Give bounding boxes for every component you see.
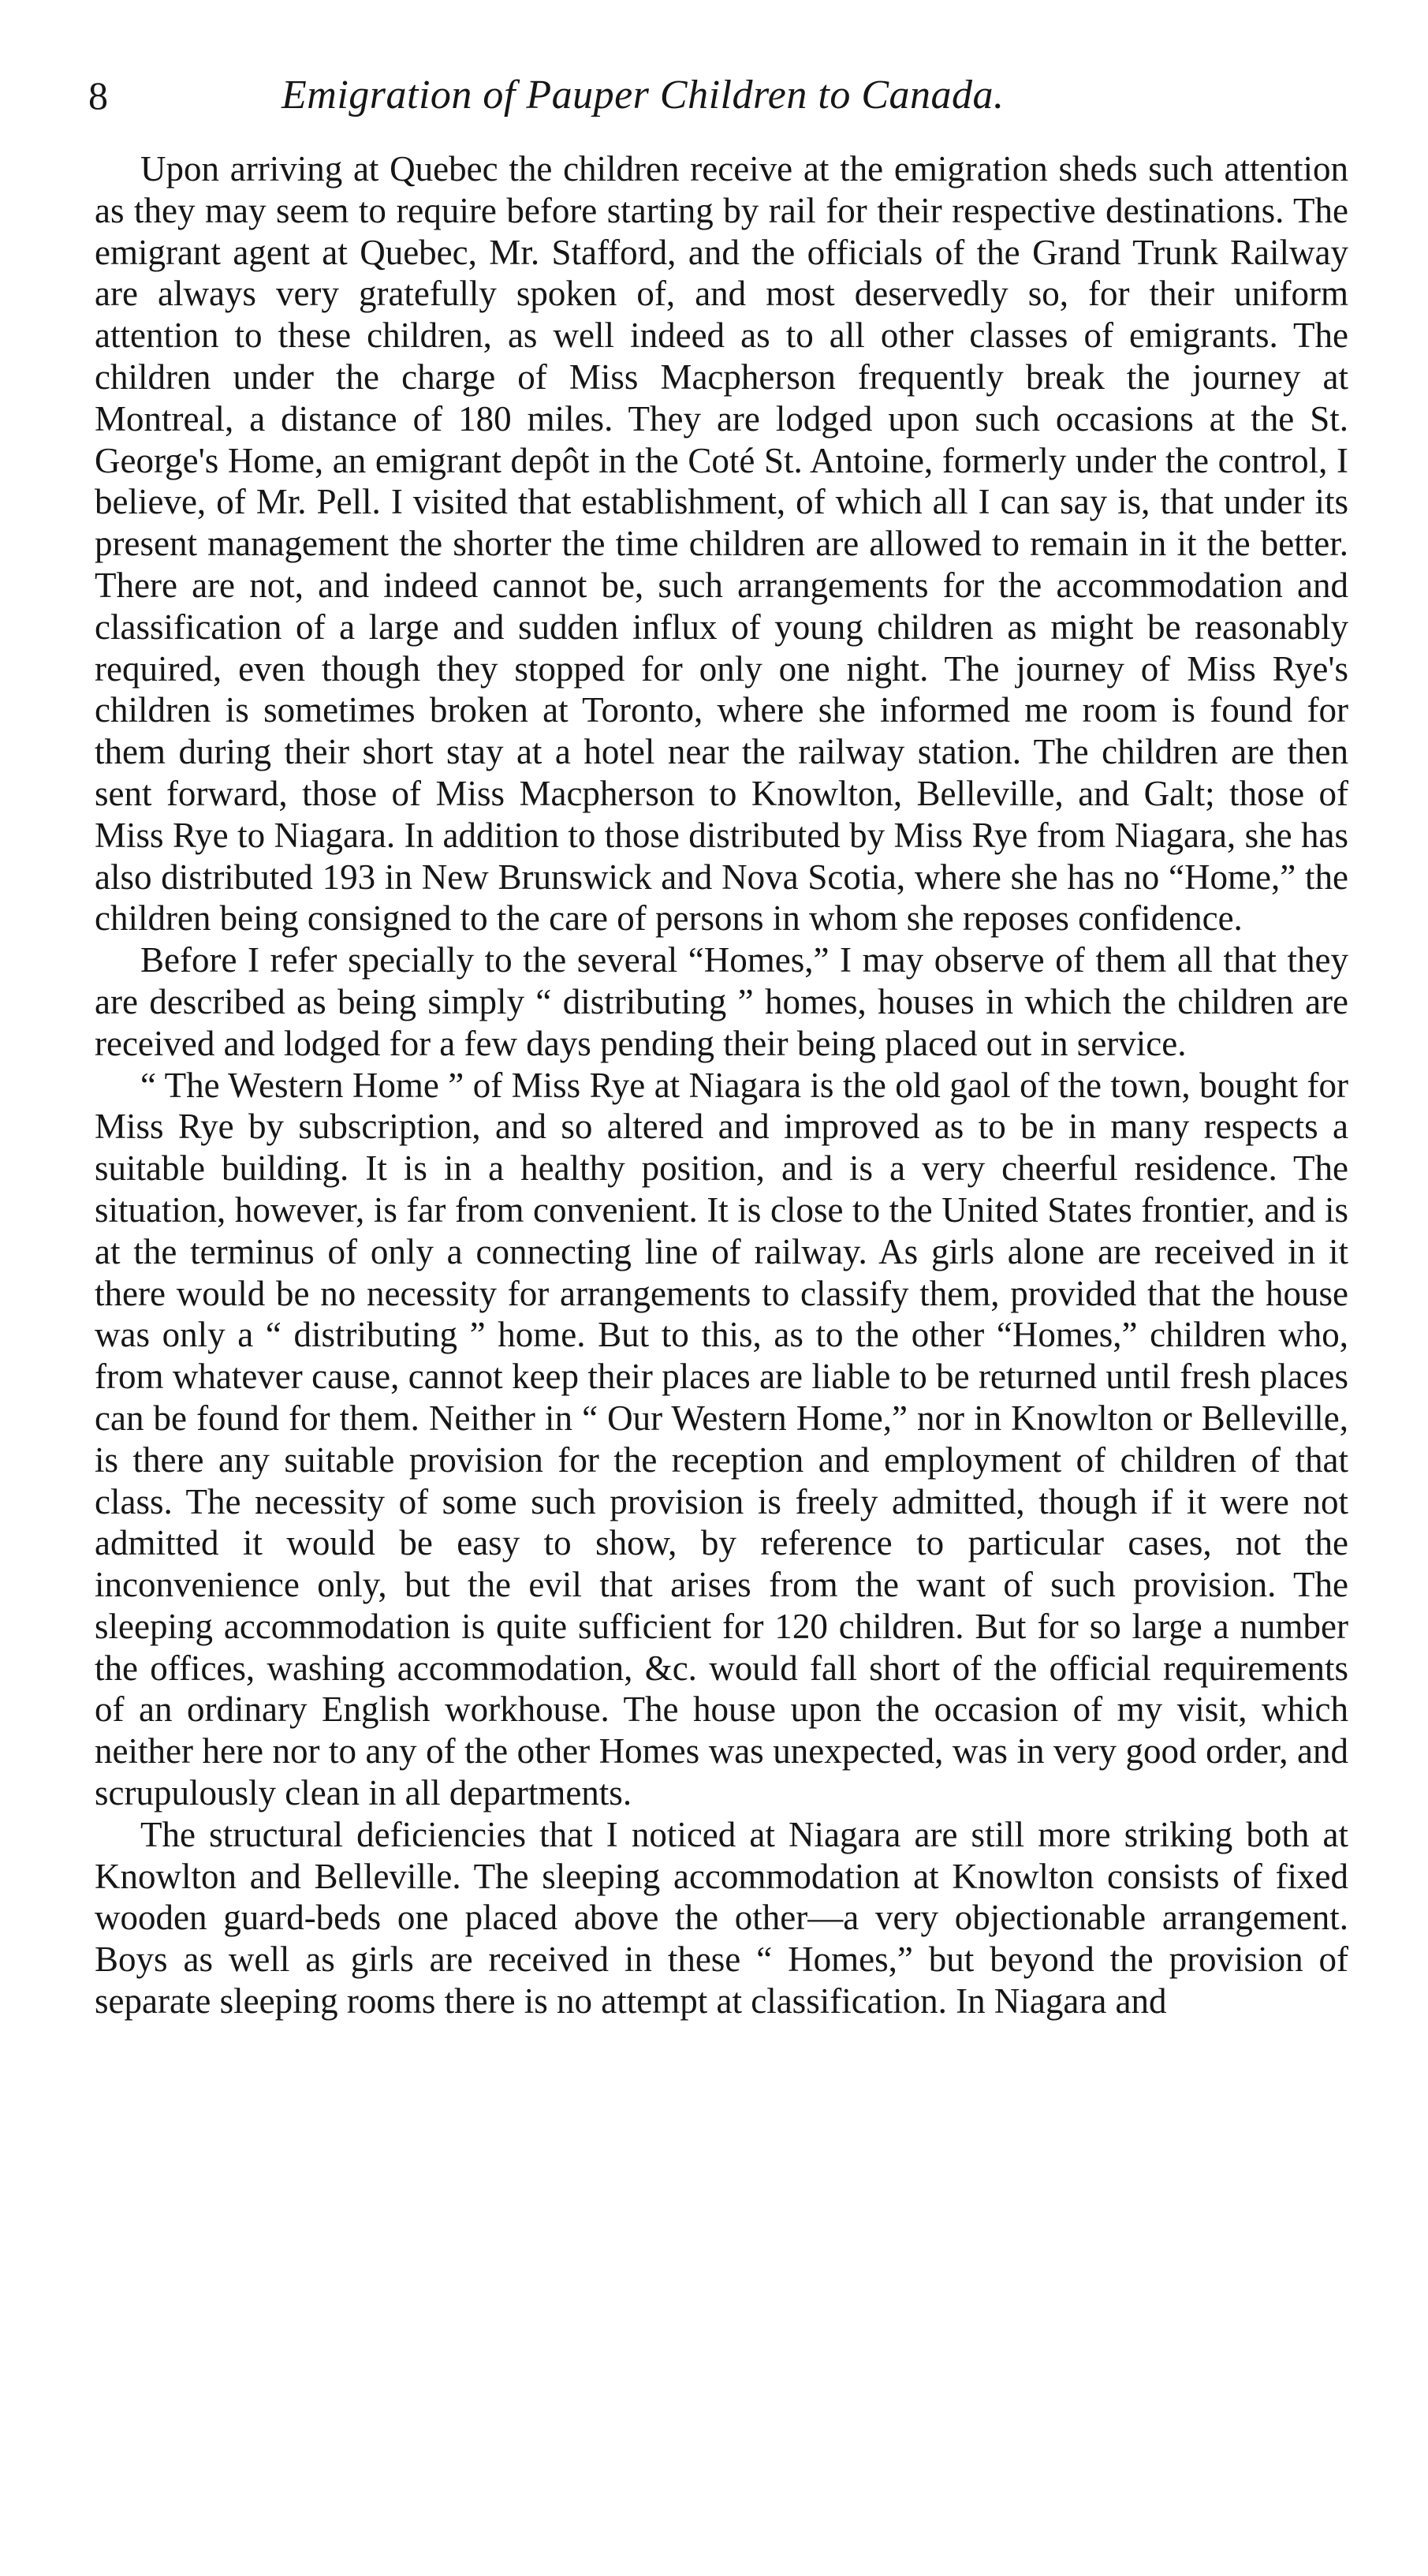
paragraph-quebec-arrival: Upon arriving at Quebec the children receive at the emigration sheds such attention as they may seem to require before starting by rail for their respective destinations. The emigrant agent at Quebec, Mr. Stafford, and the officials of the Grand Trunk Railway are always very gratefully spoken of, and most deservedly so, for their uniform attention to these children, as well indeed as to all other classes of emigrants. The children under the charge of Miss Macpherson frequently break the journey at Montreal, a distance of 180 miles. They are lodged upon such occasions at the St. George's Home, an emigrant depôt in the Coté St. Antoine, formerly under the control, I believe, of Mr. Pell. I visited that establishment, of which all I can say is, that under its present management the shorter the time children are allowed to remain in it the better. There are not, and indeed cannot be, such arrangements for the accommodation and classification of a large and sudden influx of young children as might be reasonably required, even though they stopped for only one night. The journey of Miss Rye's children is sometimes broken at Toronto, where she informed me room is found for them during their short stay at a hotel near the railway station. The children are then sent forward, those of Miss Macpherson to Knowlton, Belleville, and Galt; those of Miss Rye to Niagara. In addition to those distributed by Miss Rye from Niagara, she has also distributed 193 in New Brunswick and Nova Scotia, where she has no “Home,” the children being consigned to the care of persons in whom she reposes confidence. [95,149,1348,939]
page-header [88,68,1381,123]
paragraph-structural-deficiencies: The structural deficiencies that I noticed at Niagara are still more striking both at Knowlton and Belleville. The sleeping accommodation at Knowlton consists of fixed wooden guard-beds one placed above the other—a very objectionable arrangement. Boys as well as girls are received in these “ Homes,” but beyond the provision of separate sleeping rooms there is no attempt at classification. In Niagara and [95,1814,1348,2022]
running-title: Emigration of Pauper Children to Canada. [281,73,1005,118]
body-text [95,148,1348,2022]
paragraph-western-home: “ The Western Home ” of Miss Rye at Niagara is the old gaol of the town, bought for Miss Rye by subscription, and so altered and improved as to be in many respects a suitable building. It is in a healthy position, and is a very cheerful residence. The situation, however, is far from convenient. It is close to the United States frontier, and is at the terminus of only a connecting line of railway. As girls alone are received in it there would be no necessity for arrangements to classify them, provided that the house was only a “ distributing ” home. But to this, as to the other “Homes,” children who, from whatever cause, cannot keep their places are liable to be returned until fresh places can be found for them. Neither in “ Our Western Home,” nor in Knowlton or Belleville, is there any suitable provision for the reception and employment of children of that class. The necessity of some such provision is freely admitted, though if it were not admitted it would be easy to show, by reference to particular cases, not the inconvenience only, but the evil that arises from the want of such provision. The sleeping accommodation is quite sufficient for 120 children. But for so large a number the offices, washing accommodation, &c. would fall short of the official requirements of an ordinary English workhouse. The house upon the occasion of my visit, which neither here nor to any of the other Homes was unexpected, was in very good order, and scrupulously clean in all departments. [95,1065,1348,1813]
paragraph-homes-overview: Before I refer specially to the several “Homes,” I may observe of them all that they are described as being simply “ distributing ” homes, houses in which the children are received and lodged for a few days pending their being placed out in service. [95,940,1348,1063]
page-number: 8 [88,73,108,118]
